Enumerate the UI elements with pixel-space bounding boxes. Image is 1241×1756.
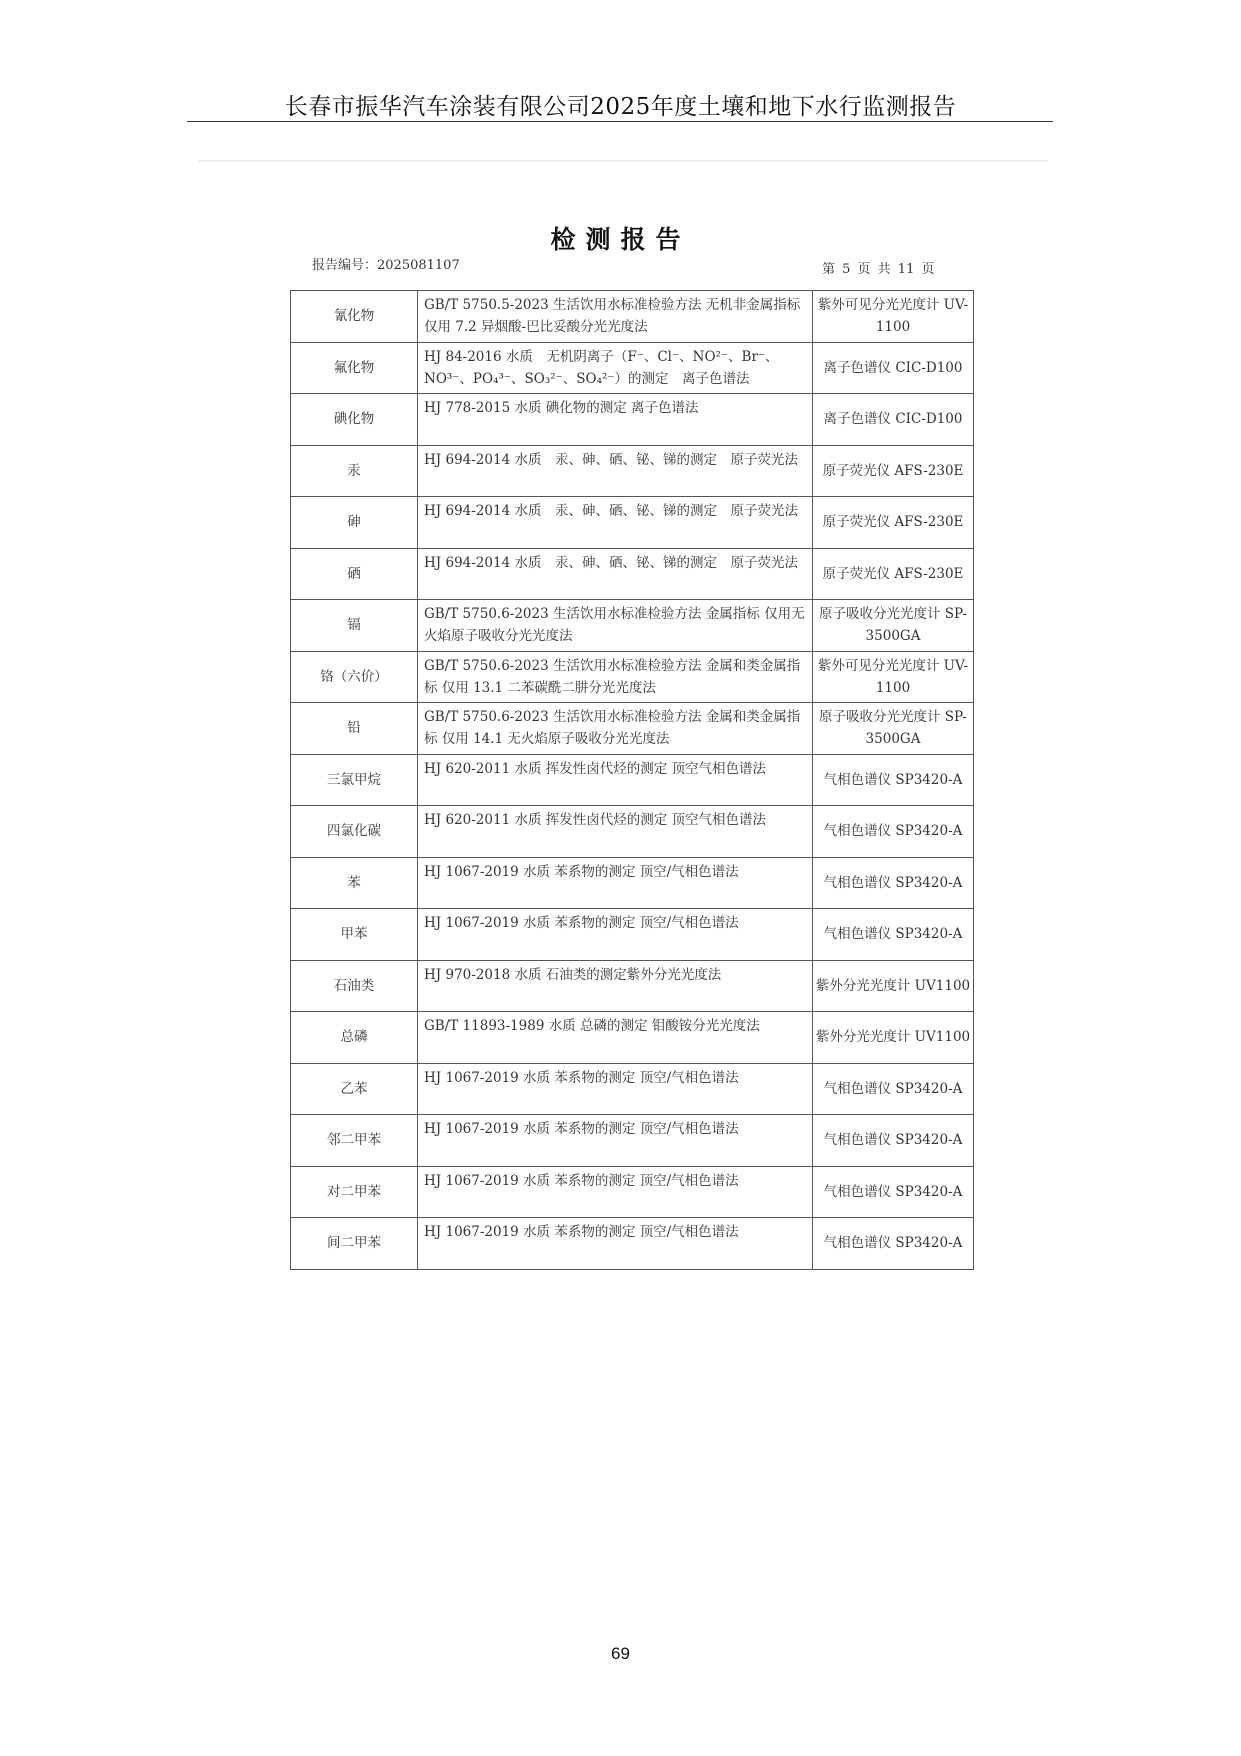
table-row [291,497,974,549]
report-number: 报告编号：2025081107 [312,258,460,273]
method-cell: HJ 1067-2019 水质 苯系物的测定 顶空/气相色谱法 [418,1218,813,1270]
table-row [291,600,974,652]
analyte-cell: 氟化物 [291,342,418,394]
instrument-cell: 气相色谱仪 SP3420-A [813,909,974,961]
table-row [291,548,974,600]
table-row [291,342,974,394]
analyte-cell: 苯 [291,857,418,909]
analyte-cell: 氰化物 [291,291,418,343]
analyte-cell: 三氯甲烷 [291,754,418,806]
table-row [291,1218,974,1270]
table-row [291,1166,974,1218]
method-cell: HJ 970-2018 水质 石油类的测定紫外分光光度法 [418,960,813,1012]
method-cell: HJ 1067-2019 水质 苯系物的测定 顶空/气相色谱法 [418,1166,813,1218]
method-cell: HJ 620-2011 水质 挥发性卤代烃的测定 顶空气相色谱法 [418,806,813,858]
table-row [291,909,974,961]
instrument-cell: 原子吸收分光光度计 SP-3500GA [813,600,974,652]
analyte-cell: 甲苯 [291,909,418,961]
method-cell: HJ 84-2016 水质 无机阴离子（F⁻、Cl⁻、NO²⁻、Br⁻、NO³⁻、PO₄³⁻、SO₃²⁻、SO₄²⁻）的测定 离子色谱法 [418,342,813,394]
instrument-cell: 原子荧光仪 AFS-230E [813,497,974,549]
header-divider [187,121,1053,122]
instrument-cell: 气相色谱仪 SP3420-A [813,857,974,909]
analyte-cell: 铬（六价） [291,651,418,703]
instrument-cell: 离子色谱仪 CIC-D100 [813,342,974,394]
analyte-cell: 乙苯 [291,1063,418,1115]
instrument-cell: 气相色谱仪 SP3420-A [813,1218,974,1270]
analyte-cell: 镉 [291,600,418,652]
method-table [290,290,974,1270]
table-row [291,703,974,755]
method-cell: HJ 694-2014 水质 汞、砷、硒、铋、锑的测定 原子荧光法 [418,548,813,600]
analyte-cell: 碘化物 [291,394,418,446]
method-cell: HJ 1067-2019 水质 苯系物的测定 顶空/气相色谱法 [418,1115,813,1167]
method-cell: HJ 1067-2019 水质 苯系物的测定 顶空/气相色谱法 [418,1063,813,1115]
table-row [291,445,974,497]
table-row [291,1063,974,1115]
method-cell: GB/T 5750.6-2023 生活饮用水标准检验方法 金属和类金属指标 仅用 14.1 无火焰原子吸收分光光度法 [418,703,813,755]
instrument-cell: 气相色谱仪 SP3420-A [813,1115,974,1167]
page-number: 69 [611,1644,630,1663]
scan-edge-shadow [198,160,1048,162]
method-cell: GB/T 5750.6-2023 生活饮用水标准检验方法 金属和类金属指标 仅用 13.1 二苯碳酰二肼分光光度法 [418,651,813,703]
instrument-cell: 紫外可见分光光度计 UV-1100 [813,291,974,343]
analyte-cell: 总磷 [291,1012,418,1064]
table-row [291,651,974,703]
method-cell: HJ 694-2014 水质 汞、砷、硒、铋、锑的测定 原子荧光法 [418,445,813,497]
table-row [291,806,974,858]
method-cell: HJ 1067-2019 水质 苯系物的测定 顶空/气相色谱法 [418,857,813,909]
instrument-cell: 气相色谱仪 SP3420-A [813,806,974,858]
analyte-cell: 四氯化碳 [291,806,418,858]
page-info: 第 5 页 共 11 页 [822,262,935,277]
instrument-cell: 气相色谱仪 SP3420-A [813,1063,974,1115]
instrument-cell: 原子吸收分光光度计 SP-3500GA [813,703,974,755]
method-cell: HJ 1067-2019 水质 苯系物的测定 顶空/气相色谱法 [418,909,813,961]
table-row [291,394,974,446]
method-cell: HJ 694-2014 水质 汞、砷、硒、铋、锑的测定 原子荧光法 [418,497,813,549]
analyte-cell: 石油类 [291,960,418,1012]
instrument-cell: 紫外分光光度计 UV1100 [813,1012,974,1064]
instrument-cell: 紫外分光光度计 UV1100 [813,960,974,1012]
instrument-cell: 气相色谱仪 SP3420-A [813,1166,974,1218]
method-cell: HJ 620-2011 水质 挥发性卤代烃的测定 顶空气相色谱法 [418,754,813,806]
table-row [291,960,974,1012]
table-row [291,857,974,909]
analyte-cell: 铅 [291,703,418,755]
analyte-cell: 对二甲苯 [291,1166,418,1218]
method-cell: GB/T 5750.5-2023 生活饮用水标准检验方法 无机非金属指标 仅用 7.2 异烟酸-巴比妥酸分光光度法 [418,291,813,343]
table-row [291,1012,974,1064]
analyte-cell: 间二甲苯 [291,1218,418,1270]
instrument-cell: 紫外可见分光光度计 UV-1100 [813,651,974,703]
analyte-cell: 砷 [291,497,418,549]
instrument-cell: 原子荧光仪 AFS-230E [813,445,974,497]
analyte-cell: 硒 [291,548,418,600]
method-cell: GB/T 11893-1989 水质 总磷的测定 钼酸铵分光光度法 [418,1012,813,1064]
method-cell: GB/T 5750.6-2023 生活饮用水标准检验方法 金属指标 仅用无火焰原子吸收分光光度法 [418,600,813,652]
instrument-cell: 原子荧光仪 AFS-230E [813,548,974,600]
analyte-cell: 邻二甲苯 [291,1115,418,1167]
table-row [291,1115,974,1167]
instrument-cell: 离子色谱仪 CIC-D100 [813,394,974,446]
analyte-cell: 汞 [291,445,418,497]
method-table-body [291,291,974,1270]
method-cell: HJ 778-2015 水质 碘化物的测定 离子色谱法 [418,394,813,446]
document-header: 长春市振华汽车涂装有限公司2025年度土壤和地下水行监测报告 [284,94,957,120]
instrument-cell: 气相色谱仪 SP3420-A [813,754,974,806]
table-row [291,754,974,806]
report-title: 检测报告 [550,225,691,254]
table-row [291,291,974,343]
